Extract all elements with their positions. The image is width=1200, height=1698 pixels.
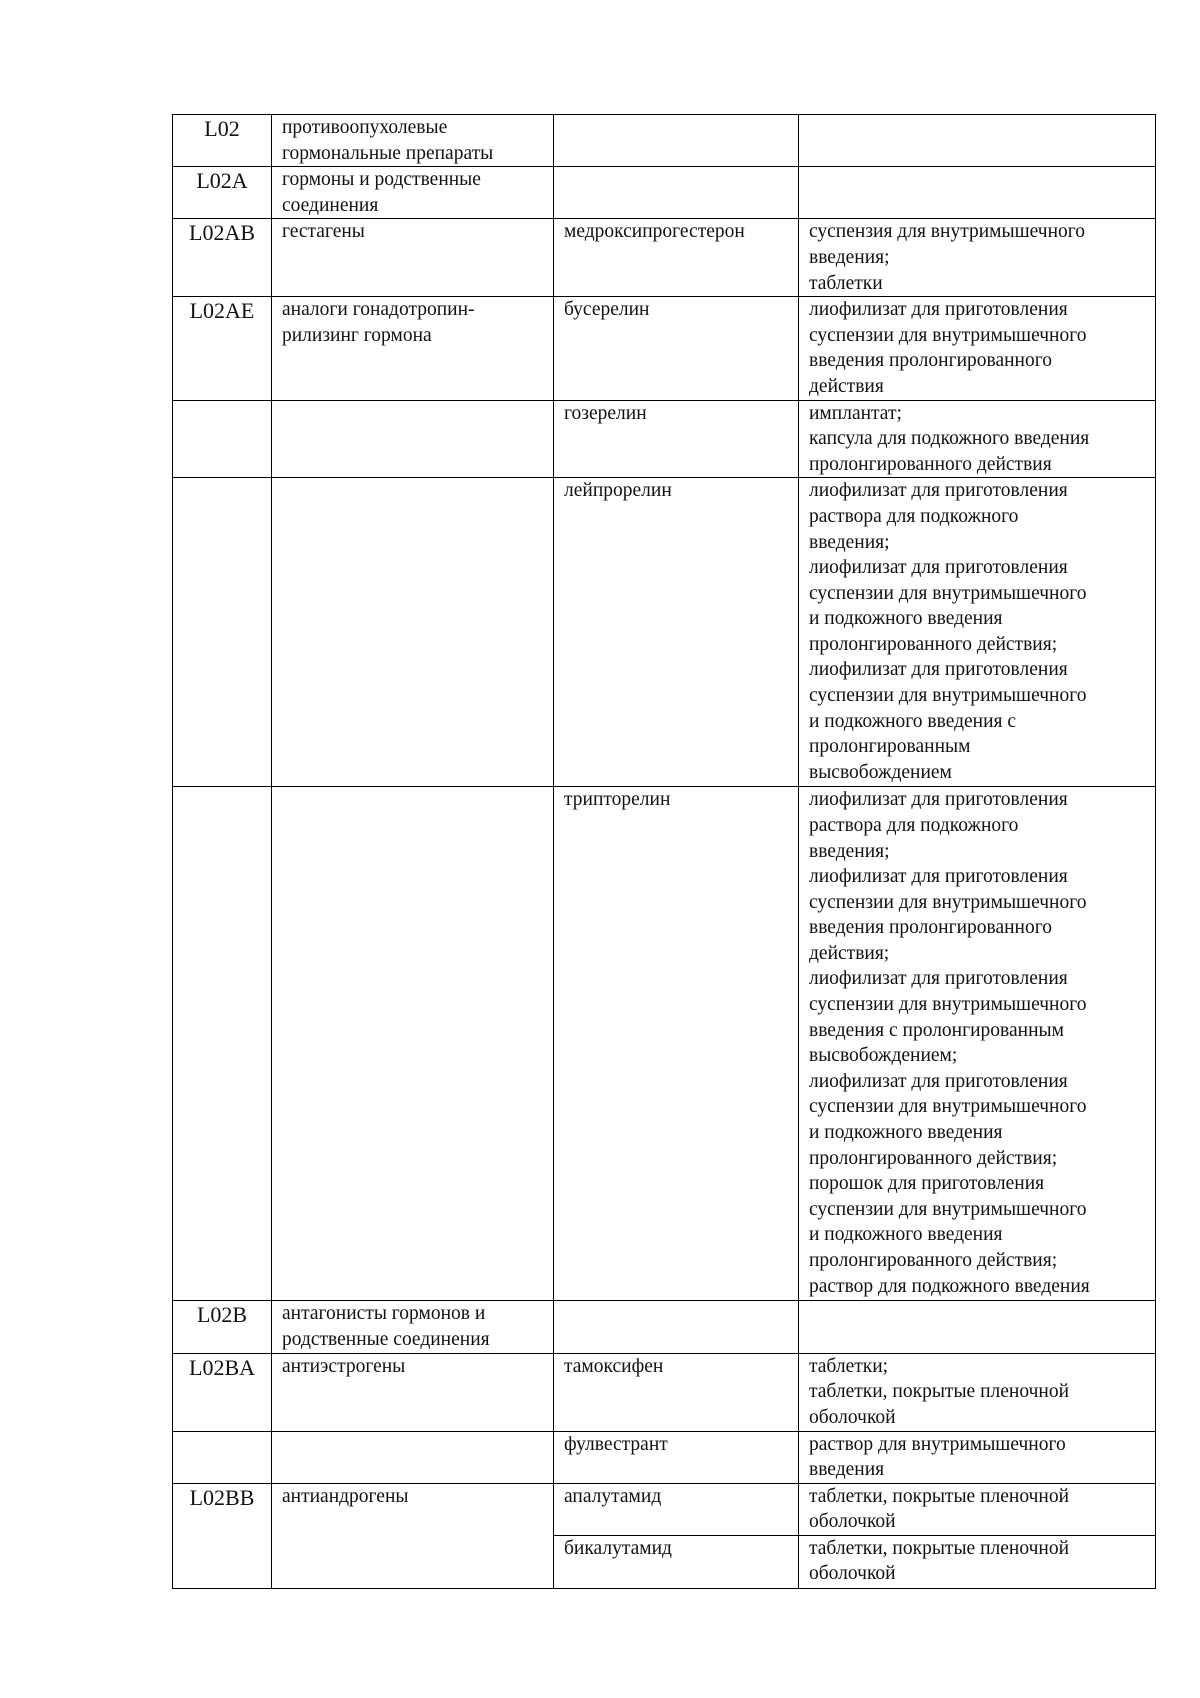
table-row <box>173 297 1156 400</box>
dosage-form-cell: таблетки, покрытые пленочной оболочкой <box>799 1483 1156 1535</box>
group-name-cell: противоопухолевые гормональные препараты <box>272 115 554 167</box>
group-name-cell <box>272 787 554 1301</box>
drug-name-cell: тамоксифен <box>554 1353 799 1431</box>
dosage-form-cell: имплантат; капсула для подкожного введения пролонгированного действия <box>799 400 1156 478</box>
group-name-cell <box>272 400 554 478</box>
drug-name-cell <box>554 167 799 219</box>
drug-name-cell: бусерелин <box>554 297 799 400</box>
atc-code-cell: L02BA <box>173 1353 272 1431</box>
group-name-cell <box>272 1431 554 1483</box>
dosage-form-cell <box>799 167 1156 219</box>
drug-name-cell: медроксипрогестерон <box>554 219 799 297</box>
group-name-cell: гестагены <box>272 219 554 297</box>
table-row <box>173 1301 1156 1353</box>
table-row <box>173 478 1156 787</box>
dosage-form-cell: лиофилизат для приготовления раствора для подкожного введения; лиофилизат для приготовления суспензии для внутримышечного и подкожного введения пролонгированного действия; лиофилизат для приготовления суспензии для внутримышечного и подкожного введения с пролонгированным высвобождением <box>799 478 1156 787</box>
table-row <box>173 1483 1156 1535</box>
drug-name-cell: фулвестрант <box>554 1431 799 1483</box>
atc-code-cell: L02 <box>173 115 272 167</box>
drug-name-cell: гозерелин <box>554 400 799 478</box>
drug-name-cell: трипторелин <box>554 787 799 1301</box>
dosage-form-cell <box>799 115 1156 167</box>
dosage-form-cell: таблетки, покрытые пленочной оболочкой <box>799 1535 1156 1588</box>
table-row <box>173 1353 1156 1431</box>
table-row <box>173 400 1156 478</box>
group-name-cell <box>272 478 554 787</box>
drug-classification-table <box>172 114 1156 1589</box>
table-row <box>173 115 1156 167</box>
drug-name-cell: бикалутамид <box>554 1535 799 1588</box>
atc-code-cell <box>173 1431 272 1483</box>
atc-code-cell: L02B <box>173 1301 272 1353</box>
drug-name-cell: апалутамид <box>554 1483 799 1535</box>
table-row <box>173 219 1156 297</box>
dosage-form-cell: лиофилизат для приготовления раствора для подкожного введения; лиофилизат для приготовления суспензии для внутримышечного введения пролонгированного действия; лиофилизат для приготовления суспензии для внутримышечного введения с пролонгированным высвобождением; лиофилизат для приготовления суспензии для внутримышечного и подкожного введения пролонгированного действия; порошок для приготовления суспензии для внутримышечного и подкожного введения пролонгированного действия; раствор для подкожного введения <box>799 787 1156 1301</box>
atc-code-cell: L02AB <box>173 219 272 297</box>
atc-code-cell: L02BB <box>173 1483 272 1588</box>
group-name-cell: антиандрогены <box>272 1483 554 1588</box>
dosage-form-cell: таблетки; таблетки, покрытые пленочной оболочкой <box>799 1353 1156 1431</box>
table-row <box>173 1431 1156 1483</box>
dosage-form-cell <box>799 1301 1156 1353</box>
dosage-form-cell: раствор для внутримышечного введения <box>799 1431 1156 1483</box>
drug-name-cell <box>554 1301 799 1353</box>
dosage-form-cell: лиофилизат для приготовления суспензии для внутримышечного введения пролонгированного действия <box>799 297 1156 400</box>
dosage-form-cell: суспензия для внутримышечного введения; таблетки <box>799 219 1156 297</box>
group-name-cell: гормоны и родственные соединения <box>272 167 554 219</box>
atc-code-cell <box>173 478 272 787</box>
drug-name-cell: лейпрорелин <box>554 478 799 787</box>
atc-code-cell <box>173 400 272 478</box>
group-name-cell: антиэстрогены <box>272 1353 554 1431</box>
atc-code-cell: L02A <box>173 167 272 219</box>
table-row <box>173 167 1156 219</box>
table-row <box>173 787 1156 1301</box>
group-name-cell: аналоги гонадотропин- рилизинг гормона <box>272 297 554 400</box>
group-name-cell: антагонисты гормонов и родственные соединения <box>272 1301 554 1353</box>
drug-name-cell <box>554 115 799 167</box>
atc-code-cell: L02AE <box>173 297 272 400</box>
atc-code-cell <box>173 787 272 1301</box>
